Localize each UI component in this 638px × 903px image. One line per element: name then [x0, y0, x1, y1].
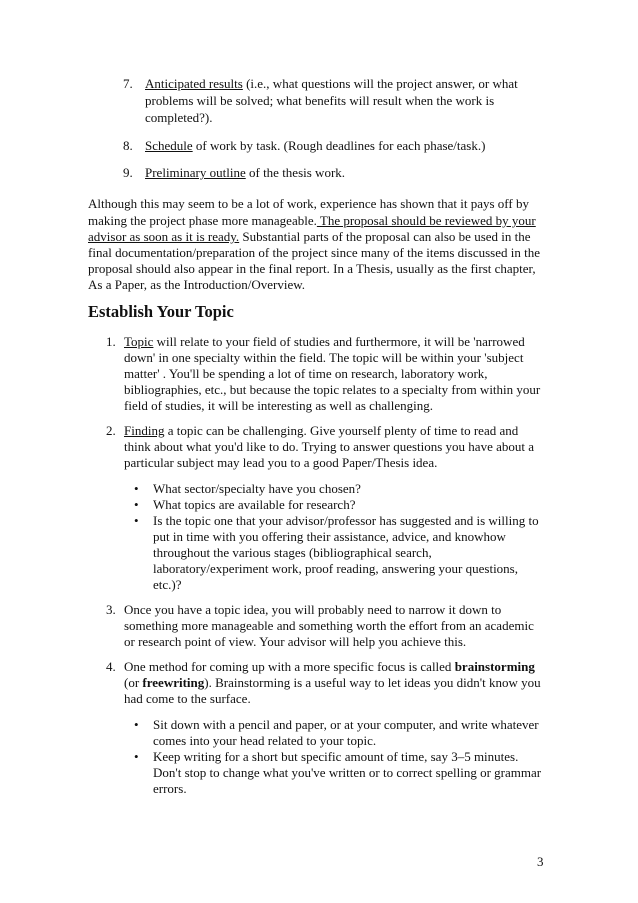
bullet-item-line: Don't stop to change what you've written or to correct spelling or grammar: [153, 765, 542, 780]
paragraph-line: proposal should also appear in the final report. In a Thesis, usually as the first chapter,: [88, 261, 536, 276]
bullet-item-line: Is the topic one that your advisor/professor has suggested and is willing to: [153, 513, 539, 528]
paragraph-line: making the project phase more manageable. The proposal should be reviewed by your: [88, 213, 536, 228]
bullet-item-line: put in time with you offering their assistance, advice, and knowhow: [153, 529, 506, 544]
list-item-line: One method for coming up with a more specific focus is called brainstorming: [124, 659, 535, 674]
list-item-line: think about what you'd like to do. Trying to answer questions you have about a: [124, 439, 534, 454]
bullet-item-line: Keep writing for a short but specific amount of time, say 3–5 minutes.: [153, 749, 519, 764]
list-item-line: field of studies, it will be interesting as well as challenging.: [124, 398, 434, 413]
list-item-line: or research point of view. Your advisor will help you achieve this.: [124, 634, 467, 649]
underlined-term: Finding: [124, 423, 165, 438]
list-item-line: down' in one specialty within the field. The topic will be within your 'subject: [124, 350, 524, 365]
list-number: 1.: [106, 334, 116, 349]
bullet-item-line: etc.)?: [153, 577, 182, 592]
list-number: 7.: [123, 76, 133, 91]
bullet-icon: •: [134, 497, 139, 512]
bullet-icon: •: [134, 749, 139, 764]
bullet-icon: •: [134, 513, 139, 528]
underlined-term: Schedule: [145, 138, 193, 153]
bullet-item-line: What sector/specialty have you chosen?: [153, 481, 361, 496]
list-item-line: Topic will relate to your field of studies and furthermore, it will be 'narrowed: [124, 334, 525, 349]
list-item-line: completed?).: [145, 110, 213, 125]
list-item-line: particular subject may lead you to a good Paper/Thesis idea.: [124, 455, 438, 470]
list-item-line: Finding a topic can be challenging. Give yourself plenty of time to read and: [124, 423, 519, 438]
list-item-line: something more manageable and something worth the effort from an academic: [124, 618, 534, 633]
list-item-line: Schedule of work by task. (Rough deadlines for each phase/task.): [145, 138, 486, 153]
bullet-item-line: What topics are available for research?: [153, 497, 356, 512]
list-item-line: Preliminary outline of the thesis work.: [145, 165, 346, 180]
list-number: 9.: [123, 165, 133, 180]
bullet-item-line: errors.: [153, 781, 187, 796]
list-item-line: problems will be solved; what benefits will result when the work is: [145, 93, 495, 108]
section-heading: Establish Your Topic: [88, 302, 234, 321]
underlined-term: Topic: [124, 334, 154, 349]
list-item-line: matter' . You'll be spending a lot of time on research, laboratory work,: [124, 366, 488, 381]
paragraph-line: final documentation/preparation of the project since many of the items discussed in the: [88, 245, 540, 260]
list-item-line: bibliographies, etc., but because the topic relates to a specialty from within your: [124, 382, 541, 397]
list-number: 3.: [106, 602, 116, 617]
underlined-term: Anticipated results: [145, 76, 243, 91]
bullet-item-line: laboratory/experiment work, proof reading, answering your questions,: [153, 561, 518, 576]
bold-term: brainstorming: [454, 659, 535, 674]
paragraph-line: Although this may seem to be a lot of work, experience has shown that it pays off by: [88, 196, 529, 211]
bold-term: freewriting: [142, 675, 205, 690]
underlined-term: Preliminary outline: [145, 165, 246, 180]
list-item-line: had come to the surface.: [124, 691, 251, 706]
bullet-item-line: throughout the various stages (bibliographical search,: [153, 545, 432, 560]
list-number: 8.: [123, 138, 133, 153]
list-item-line: (or freewriting). Brainstorming is a useful way to let ideas you didn't know you: [124, 675, 541, 690]
paragraph-line: As a Paper, as the Introduction/Overview.: [88, 277, 306, 292]
bullet-icon: •: [134, 481, 139, 496]
list-item-line: Anticipated results (i.e., what questions will the project answer, or what: [145, 76, 518, 91]
paragraph-line: advisor as soon as it is ready. Substantial parts of the proposal can also be used in the: [88, 229, 531, 244]
bullet-icon: •: [134, 717, 139, 732]
page-number: 3: [537, 854, 544, 869]
list-number: 4.: [106, 659, 116, 674]
list-item-line: Once you have a topic idea, you will probably need to narrow it down to: [124, 602, 502, 617]
bullet-item-line: Sit down with a pencil and paper, or at your computer, and write whatever: [153, 717, 539, 732]
list-number: 2.: [106, 423, 116, 438]
bullet-item-line: comes into your head related to your topic.: [153, 733, 377, 748]
